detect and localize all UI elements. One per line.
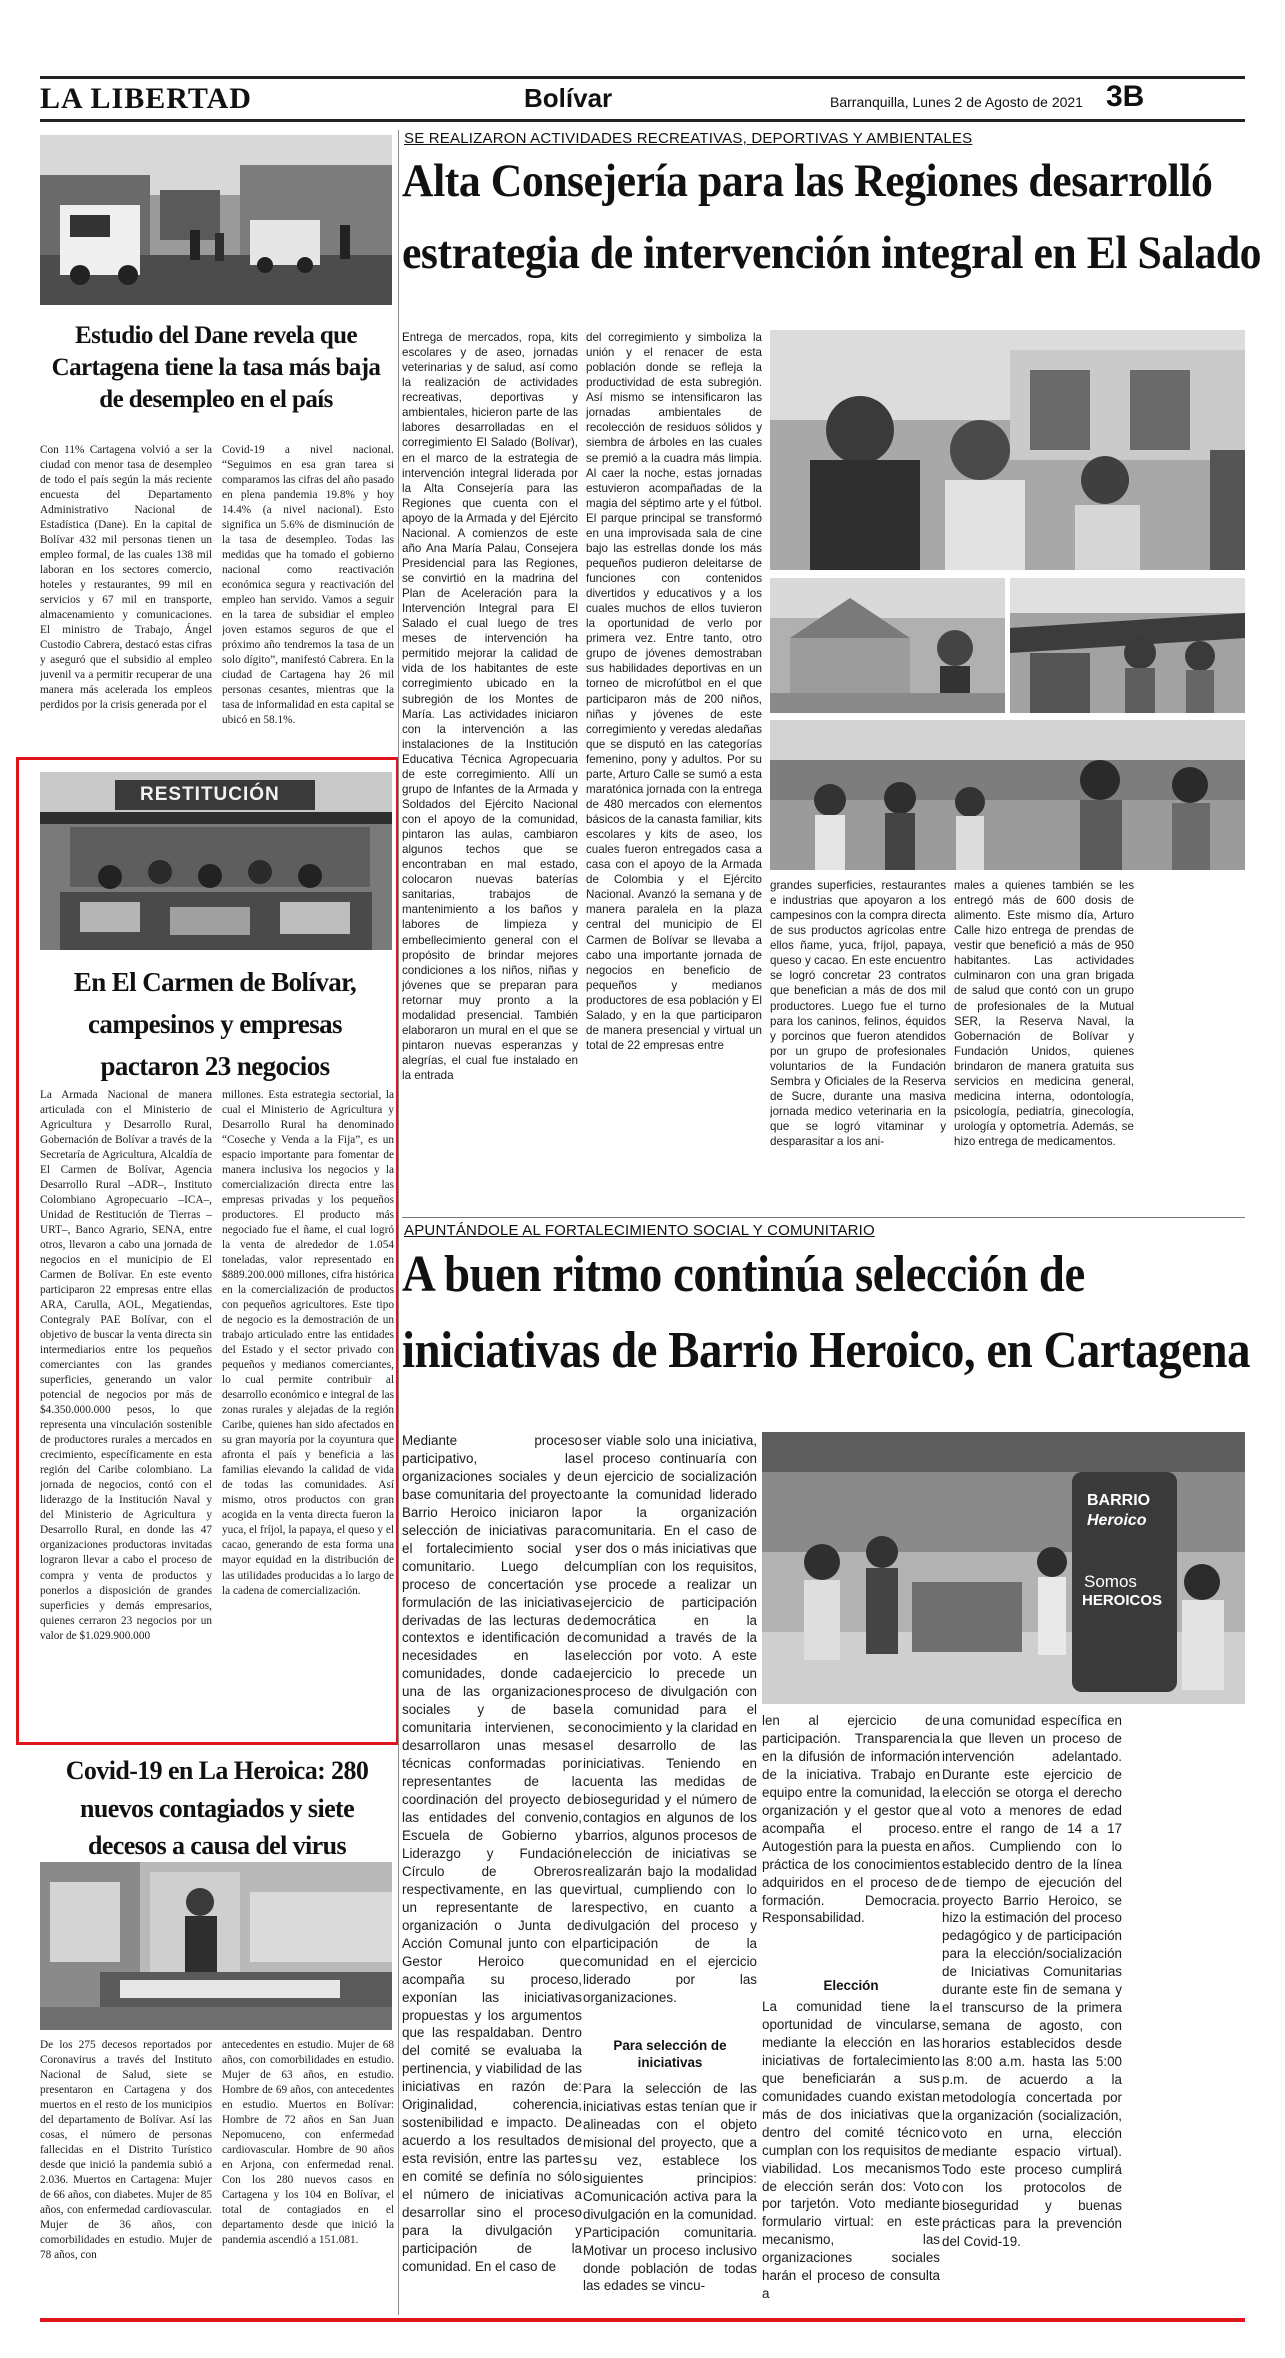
story1-body-col1: Entrega de mercados, ropa, kits escolares y de aseo, jornadas veterinarias y de salud, así como la realización de actividades recreativas, deportivas y ambientales, hicieron parte de las labores desarrolladas en el corregimiento El Salado (Bolívar), en el marco de la estrategia de intervención integral liderada por la Alta Consejería para las Regiones que cuenta con el apoyo de la Armada y del Ejército Nacional. A comienzos de este año Ana María Palau, Consejera Presidencial para las Regiones, se convirtió en la madrina del Plan de Aceleración para la Intervención Integral para El Salado el cual luego de tres meses de intervención ha permitido mejorar la calidad de vida de los habitantes de este corregimiento ubicado en la subregión de los Montes de María. Las actividades iniciaron con la intervención a las instalaciones de la Institución Educativa Técnica Agropecuaria de este corregimiento. Allí un grupo de Infantes de la Armada y Soldados del Ejército Nacional con el apoyo de la comunidad, pintaron las aulas, cambiaron algunos techos que se encontraban en mal estado, colocaron nuevas baterías sanitarias, trabajos de mantenimiento a los baños y labores de limpieza y embellecimiento general con el propósito de brindar mejores condiciones a los niños, niñas y jóvenes que se preparan para retornar muy pronto a la modalidad presencial. También elaboraron un mural en el que se pintaron nuevas esperanzas y alegrías, el cual fue instalado en la entrada [402, 331, 578, 1083]
dane-headline: Estudio del Dane revela que Cartagena tiene la tasa más baja de desempleo en el país [51, 322, 381, 413]
story2-body-col4: una comunidad específica en la que lleven un proceso de intervención adelantado. Durante este ejercicio de elección se otorga el derecho al voto a menores de edad entre el rango de 14 a 17 años. Cumpliendo con lo establecido dentro de la línea de tiempo de ejecución del proyecto Barrio Heroico, se hizo la estimación del proceso pedagógico y de participación para la elección/socialización de Iniciativas Comunitarias durante este fin de semana y el transcurso de la primera semana de agosto, con horarios establecidos desde las 8:00 a.m. hasta las 5:00 p.m. de acuerdo a la metodología concertada por la organización (socialización, voto en urna, elección mediante espacio virtual). Todo este proceso cumplirá con los protocolos de bioseguridad y buenas prácticas para la prevención del Covid-19. [942, 1713, 1122, 2249]
story1-kicker: SE REALIZARON ACTIVIDADES RECREATIVAS, DEPORTIVAS Y AMBIENTALES [404, 130, 973, 147]
header-rule-bottom [40, 119, 1245, 122]
banner-somos: Somos [1084, 1572, 1137, 1591]
story2-body-col1: Mediante proceso participativo, las organizaciones sociales y de base comunitaria del proyecto Barrio Heroico iniciaron la selección de iniciativas para el fortalecimiento social y comunitario. Luego del proceso de concertación y formulación de las iniciativas derivadas de las lecturas de contextos e identificación de necesidades en las comunidades, donde cada una de las organizaciones sociales y de base comunitaria intervienen, se desarrollaron unas mesas técnicas conformadas por representantes de la coordinación del proyecto de las entidades del convenio, Escuela de Gobierno y Liderazgo y Fundación Círculo de Obreros respectivamente, en las que un representante de la organización o Junta de Acción Comunal junto con el Gestor Heroico que acompaña su proceso, exponían las iniciativas propuestas y los argumentos que las respaldaban. Dentro del comité se evaluaba la pertinencia, y viabilidad de las iniciativas en razón de: Originalidad, coherencia, sostenibilidad e impacto. De acuerdo a los resultados de esta revisión, entre las partes en comité se definía no sólo el número de iniciativas a desarrollar sino el proceso para la divulgación y participación de la comunidad. En el caso de [402, 1433, 582, 2274]
story2-kicker: APUNTÁNDOLE AL FORTALECIMIENTO SOCIAL Y COMUNITARIO [404, 1222, 875, 1239]
carmen-body-col2: millones. Esta estrategia sectorial, la cual el Ministerio de Agricultura y Desarrollo Rural ha denominado “Coseche y Venda a la Fija”, es un espacio importante para fomentar de manera inclusiva los negocios y la comercialización directa entre las empresas privadas y los pequeños productores. El producto más negociado fue el ñame, el cual logró la venta de alrededor de 1.054 toneladas, valor representado en $889.200.000 millones, cifra histórica en la comercialización de productos con pequeños agricultores. Este tipo de negocio es la demostración de un trabajo articulado entre las entidades del Estado y el sector privado con pequeños y medianos comerciantes, lo cual permite contribuir al desarrollo económico e integral de las zonas rurales y alejadas de la región Caribe, quienes han sido afectados en su gran mayoría por la coyuntura que afronta el país y beneficia a las familias elevando la calidad de vida de todas las comunidades. Así mismo, otros productos con gran acogida en la venta directa fueron la yuca, el fríjol, la papaya, el queso y el cacao, generando de esta forma una mayor equidad en la distribución de las utilidades producidas a lo largo de la cadena de comercialización. [222, 1089, 394, 1597]
dateline: Barranquilla, Lunes 2 de Agosto de 2021 [830, 94, 1083, 110]
market-street-photo [40, 135, 392, 305]
story2-headline-line1: A buen ritmo continúa selección de [402, 1246, 1085, 1303]
banner-heroico: Heroico [1087, 1512, 1147, 1529]
section-title: Bolívar [524, 83, 613, 113]
restitucion-banner: RESTITUCIÓN [140, 784, 280, 805]
dane-body-col1: Con 11% Cartagena volvió a ser la ciudad con menor tasa de desempleo de todo el país según la más reciente encuesta del Departamento Administrativo Nacional de Estadística (Dane). En la capital de Bolívar 432 mil personas tienen un empleo formal, de las cuales 138 mil laboran en los sectores comercio, hoteles y restaurantes, 99 mil en servicios y 67 mil en transporte, almacenamiento y comunicaciones. El ministro de Trabajo, Ángel Custodio Cabrera, destacó estas cifras y aseguró que el subsidio al empleo juvenil va a permitir recuperar de una manera más acelerada los empleos perdidos por la crisis generada por el [40, 444, 212, 712]
story-divider [402, 1217, 1245, 1218]
banner-heroicos: HEROICOS [1082, 1592, 1163, 1609]
carmen-body-col1: La Armada Nacional de manera articulada con el Ministerio de Agricultura y Desarrollo Rural, Gobernación de Bolívar a través de la Secretaría de Agricultura, Alcaldía de El Carmen de Bolívar, Agencia Desarrollo Rural –ADR–, Instituto Colombiano Agropecuario –ICA–, Unidad de Restitución de Tierras –URT–, Banco Agrario, SENA, entre otros, llevaron a cabo una jornada de negocios en el municipio de El Carmen de Bolívar. En este evento participaron 22 empresas entre ellas ARA, Carulla, AOL, Megatiendas, Contegraly PAE Bolívar, con el objetivo de buscar la venta directa sin intermediarios entre los pequeños comerciantes con las grandes superficies, generando un valor potencial de negocios por más de $4.350.000.000 pesos, lo que representa una vinculación sostenible de productores rurales a mercados en crecimiento, específicamente en esta región del Caribe colombiano. La jornada de negocios, contó con el liderazgo de la Institución Naval y del Ministerio de Agricultura y Desarrollo Rural, en donde las 47 organizaciones productoras invitadas lograron llevar a cabo el proceso de compra y venta de productos y ponerlos a disposición de grandes superficies y demás empresarios, quienes cerraron 23 negocios por un valor de $1.029.900.000 [40, 1089, 212, 1642]
page-number: 3B [1106, 80, 1145, 113]
story2-body-col3b: La comunidad tiene la oportunidad de vincularse, mediante la elección en las iniciativas de fortalecimiento que beneficiarán a sus comunidades cuando existan más de dos iniciativas que dentro del comité técnico cumplan con los requisitos de viabilidad. Los mecanismos de elección serán dos: Voto por tarjetón. Voto mediante formulario virtual: en este mecanismo, las organizaciones sociales harán el proceso de consulta a [762, 1999, 940, 2302]
story2-body-col3a: len al ejercicio de participación. Transparencia en la difusión de información de la iniciativa. Trabajo en equipo entre la comunidad, la organización y el gestor que acompaña el proceso. Autogestión para la puesta en práctica de los conocimientos adquiridos en el proceso de formación. Democracia. Responsabilidad. [762, 1713, 940, 1926]
story2-headline-line2: iniciativas de Barrio Heroico, en Cartagena [402, 1322, 1251, 1379]
story2-body-col2b: Para la selección de las iniciativas estas tenían que ir alineadas con el objeto misional del proyecto, que a su vez, establece los siguientes principios: Comunicación activa para la divulgación en la comunidad. Participación comunitaria. Motivar un proceso inclusivo donde población de todas las edades se vincu- [583, 2081, 757, 2294]
story2-body-col2a: ser viable solo una iniciativa, el proceso continuaría con un ejercicio de socialización ante la comunidad liderado por la organización comunitaria. En el caso de ser dos o más iniciativas que cumplían con los requisitos, se procede a realizar un ejercicio de participación democrática en la comunidad a través de la elección por voto. A este ejercicio lo precede un proceso de divulgación con la comunidad para el conocimiento y la claridad en el desarrollo de las iniciativas. Teniendo en cuenta las medidas de bioseguridad y el número de contagios en algunos de los barrios, algunos procesos de elección de iniciativas se realizarán bajo la modalidad virtual, cumpliendo con lo respectivo, en cuanto a divulgación del proceso y participación de la comunidad en el ejercicio liderado por las organizaciones. [583, 1433, 757, 2005]
story1-body-col4: males a quienes también se les entregó más de 600 dosis de alimento. Este mismo día, Arturo Calle hizo entrega de prendas de vestir que benefició a más de 950 habitantes. Las actividades culminaron con una gran brigada de salud que contó con un grupo de profesionales de la Mutual SER, la Reserva Naval, la Gobernación de Bolívar y Fundación Unidos, quienes brindaron de manera gratuita sus servicios en medicina general, medicina interna, odontología, psicología, pediatría, ginecología, urología y optometría. Además, se hizo entrega de medicamentos. [954, 879, 1134, 1149]
children-activity-photo [770, 720, 1245, 870]
carmen-headline: En El Carmen de Bolívar, campesinos y empresas pactaron 23 negocios [73, 967, 357, 1081]
story2-subhead-seleccion: Para selección de iniciativas [613, 2038, 727, 2070]
story2-subhead-eleccion: Elección [823, 1978, 879, 1993]
barrio-heroico-photo [762, 1432, 1245, 1704]
header-rule-top [40, 76, 1245, 79]
covid-body-col1: De los 275 decesos reportados por Coronavirus a través del Instituto Nacional de Salud, siete se presentaron en Cartagena y dos muertos en el resto de los municipios del departamento de Bolívar. Así las cosas, el número de personas fallecidas en el Distrito Turístico desde que inició la pandemia subió a 2.036. Muertos en Cartagena: Mujer de 66 años, con diabetes. Mujer de 85 años, con enfermedad cardiovascular. Mujer de 36 años, con comorbilidades en estudio. Mujer de 78 años, con [40, 2039, 212, 2262]
masthead: LA LIBERTAD [40, 82, 252, 115]
dane-body-col2: Covid-19 a nivel nacional. “Seguimos en esa gran tarea si comparamos las cifras del año pasado en plena pandemia 19.8% y hoy 14.4% (a nivel nacional). Esto significa un 5.6% de disminución de la tasa de desempleo. Todas las medidas que ha tomado el gobierno nacional como reactivación económica segura y reactivación del empleo han servido. Vamos a seguir en la tarea de subsidiar el empleo joven estamos seguros de que el próximo año tendremos la tasa de un solo dígito”, manifestó Cabrera. En la ciudad de Cartagena hay 26 mil personas cesantes, mientras que la tasa de informalidad en esta capital se ubicó en 58.1%. [222, 444, 394, 727]
story1-headline-line2: estrategia de intervención integral en El Salado [402, 227, 1262, 279]
inflatable-playground-photo [770, 578, 1005, 713]
story1-body-col3: grandes superficies, restaurantes e industrias que apoyaron a los campesinos con la compra directa de sus productos agrícolas entre ellos ñame, yuca, fríjol, papaya, queso y cacao. En este encuentro se logró concretar 23 contratos que benefician a más de dos mil productores. Luego fue el turno para los caninos, felinos, équidos y porcinos que fueron atendidos por un grupo de profesionales voluntarios de la Fundación Sembra y Oficiales de la Reserva de Sucre, durante una masiva jornada medico veterinaria en la que se logró vitaminar y desparasitar a los ani- [770, 879, 946, 1149]
covid-body-col2: antecedentes en estudio. Mujer de 68 años, con comorbilidades en estudio. Mujer de 63 años, en estudio. Hombre de 69 años, con antecedentes en estudio. Muertos en Bolívar: Hombre de 72 años en San Juan Nepomuceno, con enfermedad cardiovascular. Hombre de 90 años en Arjona, con enfermedad renal. Con los 280 nuevos casos en Cartagena y los 104 en Bolívar, el total de contagiados en el departamento desde que inició la pandemia ascendió a 151.081. [222, 2039, 394, 2247]
military-tent-photo [1010, 578, 1245, 713]
story1-body-col2: del corregimiento y simboliza la unión y el renacer de esta población donde se refleja la productividad de esta subregión. Así mismo se intensificaron las jornadas ambientales de recolección de residuos sólidos y siembra de árboles en las cuales se premió a la cuadra más limpia. Al caer la noche, estas jornadas estuvieron acompañadas de la magia del séptimo arte y el fútbol. El parque principal se transformó en una improvisada sala de cine bajo las estrellas donde los más pequeños pudieron deleitarse de funciones con contenidos divertidos y educativos y a los cuales muchos de ellos tuvieron la oportunidad de verlo por primera vez. Entre tanto, otro grupo de jóvenes demostraban sus habilidades deportivas en un torneo de microfútbol en el que participaron más de 200 niños, niñas y jóvenes de este corregimiento y veredas aledañas que se disputó en las categorías femenino, pony y adultos. Por su parte, Arturo Calle se sumó a esta maratónica jornada con la entrega de 480 mercados con elementos básicos de la canasta familiar, kits escolares y kits de aseo, los cuales fueron entregados casa a casa con el apoyo de la Armada de Colombia y el Ejército Nacional. Avanzó la semana y de manera paralela en la plaza central del municipio de El Carmen de Bolívar se llevaba a cabo una importante jornada de negocios en beneficio de pequeños y medianos productores de esa población y El Salado, y en la que participaron de manera presencial y virtual un total de 22 empresas entre [586, 331, 762, 1052]
restitucion-market-photo [40, 772, 392, 950]
story1-headline-line1: Alta Consejería para las Regiones desarrolló [402, 155, 1213, 207]
banner-barrio: BARRIO [1087, 1492, 1151, 1509]
hospital-photo [40, 1862, 392, 2030]
column-divider [398, 130, 399, 2315]
children-face-paint-photo [770, 330, 1245, 570]
covid-headline: Covid-19 en La Heroica: 280 nuevos contagiados y siete decesos a causa del virus [65, 1756, 369, 1861]
footer-red-rule [40, 2318, 1245, 2322]
